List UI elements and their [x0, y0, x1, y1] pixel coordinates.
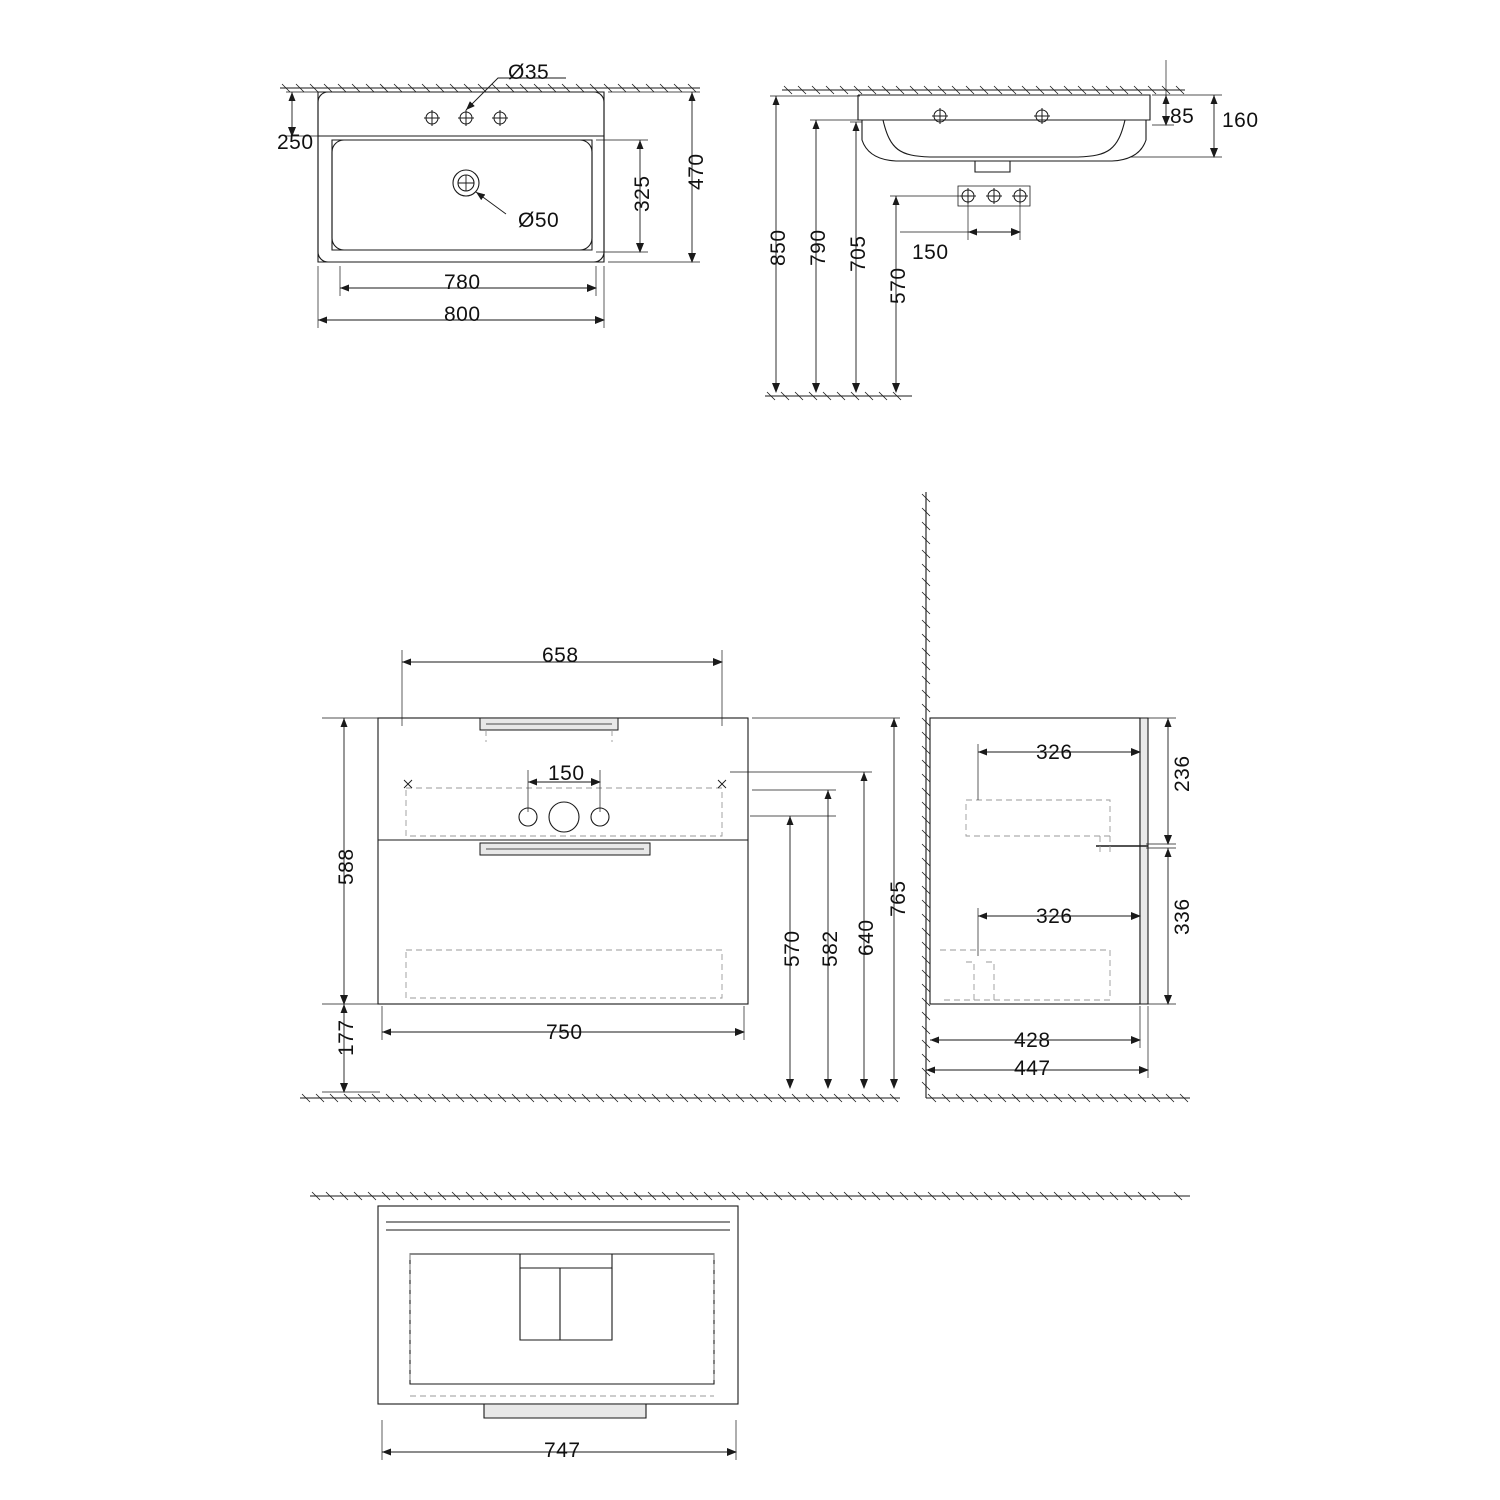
dim-label-177: 177	[335, 1019, 358, 1056]
dim-label-582: 582	[819, 930, 842, 967]
dim-label-250: 250	[277, 131, 314, 154]
vanity-side-view-geometry	[922, 492, 1190, 1102]
dim-label-570-basin: 570	[887, 267, 910, 304]
dim-label-850: 850	[767, 229, 790, 266]
dim-label-d50: Ø50	[518, 209, 560, 232]
vanity-plan-view-geometry	[310, 1192, 1190, 1460]
dim-label-588: 588	[335, 848, 358, 885]
dim-label-326-lower: 326	[1036, 905, 1073, 928]
dim-label-325: 325	[631, 175, 654, 212]
dim-label-326-upper: 326	[1036, 741, 1073, 764]
basin-side-view-geometry	[765, 60, 1222, 400]
dim-label-750: 750	[546, 1021, 583, 1044]
dim-label-570-cabinet: 570	[781, 930, 804, 967]
vanity-front-view-geometry	[300, 650, 900, 1102]
dim-label-160: 160	[1222, 109, 1259, 132]
dim-label-658: 658	[542, 644, 579, 667]
dim-label-747: 747	[544, 1439, 581, 1462]
dim-label-85: 85	[1170, 105, 1195, 128]
dim-label-236: 236	[1171, 755, 1194, 792]
dim-label-765: 765	[887, 880, 910, 917]
dim-label-428: 428	[1014, 1029, 1051, 1052]
dim-label-800: 800	[444, 303, 481, 326]
dim-label-150-cabinet: 150	[548, 762, 585, 785]
dim-label-705: 705	[847, 235, 870, 272]
dim-label-447: 447	[1014, 1057, 1051, 1080]
dim-label-790: 790	[807, 229, 830, 266]
dim-label-780: 780	[444, 271, 481, 294]
dim-label-150-basin: 150	[912, 241, 949, 264]
dim-label-640: 640	[855, 919, 878, 956]
dim-label-470: 470	[685, 153, 708, 190]
dim-label-d35: Ø35	[508, 61, 550, 84]
dim-label-336: 336	[1171, 898, 1194, 935]
